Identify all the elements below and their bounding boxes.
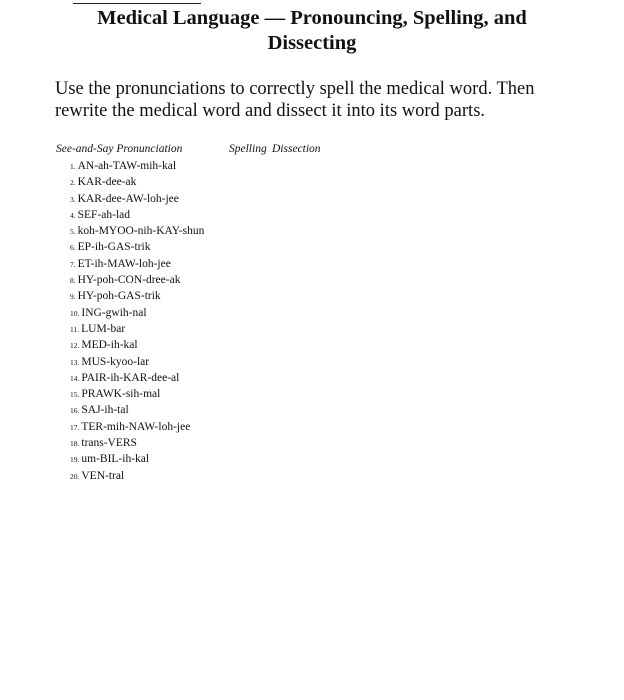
- item-pronunciation: VEN-tral: [81, 469, 125, 482]
- item-number: 6.: [70, 243, 76, 253]
- item-number: 5.: [70, 227, 76, 237]
- item-pronunciation: HY-poh-CON-dree-ak: [77, 274, 181, 287]
- item-number: 3.: [70, 194, 76, 204]
- item-pronunciation: koh-MYOO-nih-KAY-shun: [77, 225, 205, 238]
- item-pronunciation: SEF-ah-lad: [77, 208, 131, 221]
- item-pronunciation: TER-mih-NAW-loh-jee: [81, 420, 191, 433]
- list-item: [70, 321, 204, 337]
- item-pronunciation: um-BIL-ih-kal: [81, 453, 150, 466]
- pronunciation-list: [70, 158, 204, 484]
- page-title: Medical Language — Pronouncing, Spelling, and Dissecting: [97, 7, 527, 54]
- item-number: 8.: [70, 276, 76, 286]
- item-number: 10.: [70, 308, 80, 318]
- item-number: 15.: [70, 390, 80, 400]
- item-pronunciation: MED-ih-kal: [81, 339, 138, 352]
- item-number: 7.: [70, 259, 76, 269]
- item-pronunciation: PRAWK-sih-mal: [81, 388, 161, 401]
- item-number: 11.: [70, 324, 80, 334]
- list-item: [70, 288, 204, 304]
- list-item: [70, 272, 204, 288]
- item-pronunciation: ING-gwih-nal: [81, 306, 147, 319]
- item-pronunciation: PAIR-ih-KAR-dee-al: [81, 371, 180, 384]
- list-item: [70, 370, 204, 386]
- item-number: 4.: [70, 210, 76, 220]
- item-number: 20.: [70, 471, 80, 481]
- header-spelling: Spelling: [229, 143, 267, 155]
- item-number: 2.: [70, 178, 76, 188]
- item-number: 9.: [70, 292, 76, 302]
- item-number: 16.: [70, 406, 80, 416]
- item-pronunciation: trans-VERS: [81, 437, 137, 450]
- list-item: [70, 435, 204, 451]
- item-number: 13.: [70, 357, 80, 367]
- item-pronunciation: KAR-dee-AW-loh-jee: [77, 192, 179, 205]
- item-number: 1.: [70, 162, 76, 171]
- list-item: [70, 305, 204, 321]
- top-rule: [73, 3, 201, 4]
- list-item: [70, 354, 204, 370]
- column-headers: [56, 143, 356, 159]
- list-item: [70, 451, 204, 467]
- item-pronunciation: MUS-kyoo-lar: [81, 355, 150, 368]
- header-pronunciation: See-and-Say Pronunciation: [56, 143, 183, 155]
- item-pronunciation: SAJ-ih-tal: [81, 404, 129, 417]
- item-pronunciation: HY-poh-GAS-trik: [77, 290, 161, 303]
- list-item: [70, 402, 204, 418]
- item-pronunciation: EP-ih-GAS-trik: [77, 241, 151, 254]
- list-item: [70, 386, 204, 402]
- item-pronunciation: LUM-bar: [81, 322, 126, 335]
- list-item: [70, 223, 204, 239]
- list-item: [70, 191, 204, 207]
- item-pronunciation: ET-ih-MAW-loh-jee: [77, 257, 171, 270]
- list-item: [70, 174, 204, 190]
- item-number: 17.: [70, 422, 80, 432]
- list-item: [70, 207, 204, 223]
- list-item: [70, 419, 204, 435]
- list-item: [70, 468, 204, 484]
- item-number: 12.: [70, 341, 80, 351]
- list-item: [70, 239, 204, 255]
- item-pronunciation: AN-ah-TAW-mih-kal: [77, 160, 177, 172]
- header-dissection: Dissection: [272, 143, 321, 155]
- list-item: [70, 256, 204, 272]
- item-number: 14.: [70, 373, 80, 383]
- list-item: [70, 337, 204, 353]
- instructions: Use the pronunciations to correctly spell the medical word. Then rewrite the medical word and dissect it into its word parts.: [55, 79, 535, 121]
- item-number: 19.: [70, 455, 80, 465]
- item-pronunciation: KAR-dee-ak: [77, 176, 137, 189]
- item-number: 18.: [70, 439, 80, 449]
- list-item: [70, 158, 204, 174]
